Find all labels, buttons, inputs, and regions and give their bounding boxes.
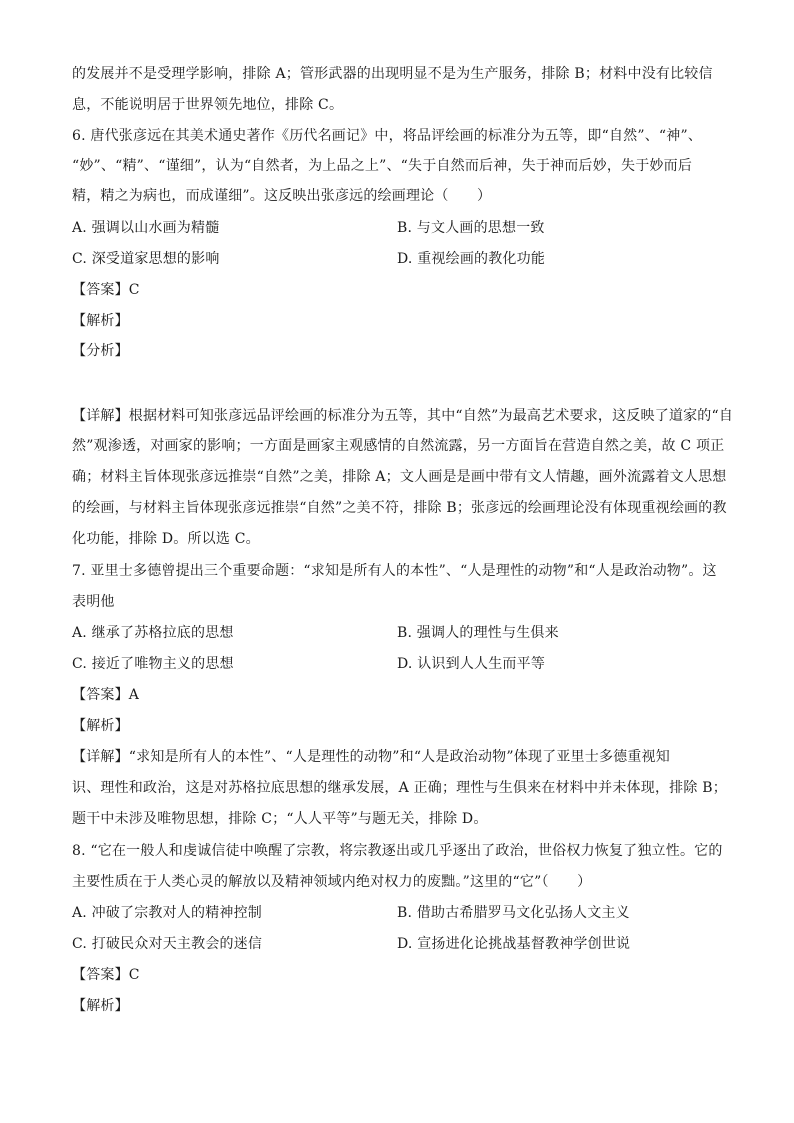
question-8-stem-line-1: 8. “它在一般人和虔诚信徒中唤醒了宗教，将宗教逐出或几乎逐出了政治，世俗权力恢复了独立性。它的: [72, 843, 723, 859]
question-7-option-d: D. 认识到人人生而平等: [397, 656, 546, 672]
question-8-option-d: D. 宣扬进化论挑战基督教神学创世说: [397, 936, 631, 952]
question-7-detail-line-1: 【详解】“求知是所有人的本性”、“人是理性的动物”和“人是政治动物”体现了亚里士多德重视知: [72, 749, 670, 765]
question-7-stem-line-2: 表明他: [72, 594, 115, 610]
question-6-answer: 【答案】C: [72, 282, 140, 298]
continued-text-line-1: 的发展并不是受理学影响，排除 A；管形武器的出现明显不是为生产服务，排除 B；材料中没有比较信: [72, 66, 713, 82]
question-6-stem-line-2: “妙”、“精”、“谨细”，认为“自然者，为上品之上”、“失于自然而后神，失于神而后妙，失于妙而后: [72, 158, 693, 174]
question-6-detail-line-3: 确；材料主旨体现张彦远推崇“自然”之美，排除 A；文人画是是画中带有文人情趣，画外流露着文人思想: [72, 469, 727, 485]
question-7-option-c: C. 接近了唯物主义的思想: [72, 656, 234, 672]
question-8-option-c: C. 打破民众对天主教会的迷信: [72, 936, 263, 952]
question-8-option-b: B. 借助古希腊罗马文化弘扬人文主义: [397, 905, 630, 921]
question-8-option-a: A. 冲破了宗教对人的精神控制: [72, 905, 263, 921]
question-6-option-d: D. 重视绘画的教化功能: [397, 251, 546, 267]
question-8-analysis-label: 【解析】: [72, 998, 129, 1014]
question-6-option-b: B. 与文人画的思想一致: [397, 220, 545, 236]
continued-text-line-2: 息，不能说明居于世界领先地位，排除 C。: [72, 97, 344, 113]
question-6-stem-line-1: 6. 唐代张彦远在其美术通史著作《历代名画记》中，将品评绘画的标准分为五等，即“自然”、“神”、: [72, 128, 703, 144]
question-7-stem-line-1: 7. 亚里士多德曾提出三个重要命题：“求知是所有人的本性”、“人是理性的动物”和“人是政治动物”。这: [72, 563, 717, 579]
question-7-detail-line-2: 识、理性和政治，这是对苏格拉底思想的继承发展，A 正确；理性与生俱来在材料中并未体现，排除 B；: [72, 780, 727, 796]
question-6-detail-line-4: 的绘画，与材料主旨体现张彦远推崇“自然”之美不符，排除 B；张彦远的绘画理论没有体现重视绘画的教: [72, 500, 727, 516]
question-8-stem-line-2: 主要性质在于人类心灵的解放以及精神领域内绝对权力的废黜。”这里的“它”（ ）: [72, 874, 592, 890]
question-6-analysis-label: 【解析】: [72, 313, 129, 329]
question-7-detail-line-3: 题干中未涉及唯物思想，排除 C；“人人平等”与题无关，排除 D。: [72, 811, 488, 827]
question-7-option-a: A. 继承了苏格拉底的思想: [72, 625, 234, 641]
question-6-detail-line-1: 【详解】根据材料可知张彦远品评绘画的标准分为五等，其中“自然”为最高艺术要求，这反映了道家的“自: [72, 408, 734, 424]
question-6-detail-line-2: 然”观渗透，对画家的影响；一方面是画家主观感情的自然流露，另一方面旨在营造自然之美，故 C 项正: [72, 438, 725, 454]
question-7-option-b: B. 强调人的理性与生俱来: [397, 625, 559, 641]
question-8-answer: 【答案】C: [72, 967, 140, 983]
question-6-fenxi-label: 【分析】: [72, 343, 129, 359]
question-7-answer: 【答案】A: [72, 687, 140, 703]
question-6-option-a: A. 强调以山水画为精髓: [72, 220, 220, 236]
question-6-option-c: C. 深受道家思想的影响: [72, 251, 220, 267]
question-6-stem-line-3: 精，精之为病也，而成谨细”。这反映出张彦远的绘画理论（ ）: [72, 188, 492, 204]
question-7-analysis-label: 【解析】: [72, 718, 129, 734]
question-6-detail-line-5: 化功能，排除 D。所以选 C。: [72, 531, 260, 547]
